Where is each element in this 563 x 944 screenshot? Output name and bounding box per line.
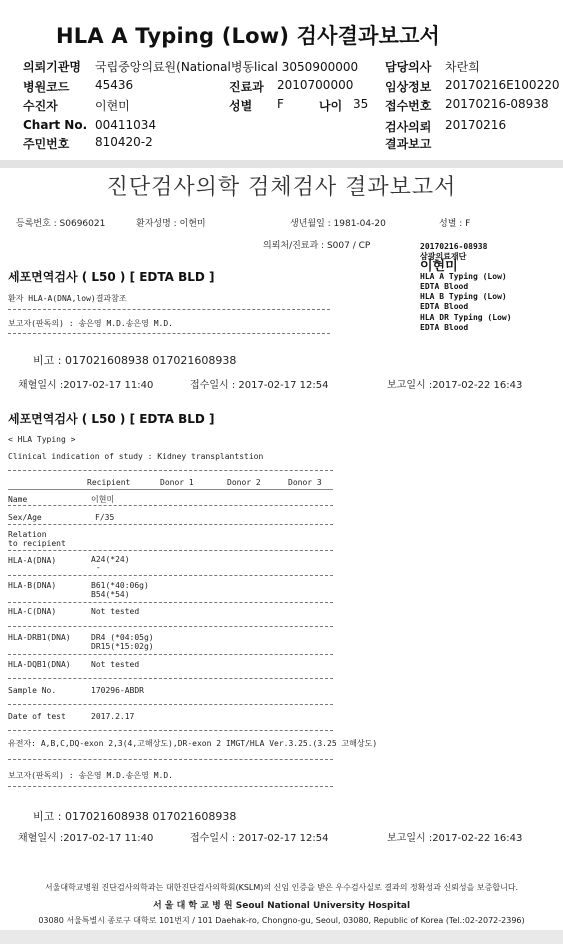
row-value: 170296-ABDR (91, 686, 144, 695)
section2-report-date: 보고일시 :2017-02-22 16:43 (387, 833, 523, 844)
section-divider (0, 160, 563, 168)
divider (8, 678, 333, 679)
header-value-receipt: 20170216-08938 (445, 97, 549, 111)
divider (8, 730, 333, 731)
clinical-indication: Clinical indication of study : Kidney transplantstion (8, 452, 264, 461)
divider (8, 489, 333, 490)
section1-note: 환자 HLA-A(DNA,low)결과참조 (8, 294, 127, 303)
row-value: A24(*24) - (91, 555, 130, 572)
divider (8, 786, 333, 787)
divider (8, 654, 333, 655)
row-label: HLA-B(DNA) (8, 581, 57, 590)
header-label-patient: 수진자 (23, 99, 58, 113)
row-label: Name (8, 495, 28, 504)
header-label-receipt: 접수번호 (385, 99, 432, 113)
header-label-dept: 진료과 (229, 80, 264, 94)
divider (8, 626, 333, 627)
header-value-institution: 국립중앙의료원(National병동lical 3050900000 (95, 60, 359, 74)
row-value: F/35 (95, 513, 115, 522)
section2-collect: 채혈일시 :2017-02-17 11:40 (18, 833, 154, 844)
section2-remark: 비고 : 017021608938 017021608938 (33, 810, 237, 823)
section1-remark: 비고 : 017021608938 017021608938 (33, 354, 237, 367)
referring-dept: 의뢰처/진료과 : S007 / CP (263, 241, 371, 251)
header-value-request: 20170216 (445, 118, 507, 132)
footer-certification: 서울대학교병원 진단검사의학과는 대한진단검사의학회(KSLM)의 신임 인증을 받은 우수검사실로 결과의 정확성과 신뢰성을 보증합니다. (44, 883, 519, 892)
row-value: 이현미 (91, 495, 115, 504)
row-value: Not tested (91, 660, 140, 669)
header-value-resident: 810420-2 (95, 135, 153, 149)
row-label: HLA-A(DNA) (8, 556, 57, 565)
bottom-bar (0, 930, 563, 944)
header-label-hospital-code: 병원코드 (23, 80, 70, 94)
footer-hospital-name: 서 울 대 학 교 병 원 Seoul National University Hospital (152, 901, 411, 911)
section2-receive: 접수일시 : 2017-02-17 12:54 (190, 833, 329, 844)
row-value: B61(*40:06g) B54(*54) (91, 581, 149, 599)
specimen-label-item: HLA A Typing (Low) (420, 272, 507, 281)
specimen-label-lab: 삼광의료재단 (420, 252, 467, 261)
divider (8, 575, 333, 576)
section1-reporter: 보고자(판독의) : 송은영 M.D.송은영 M.D. (8, 319, 173, 328)
col-header-recipient: Recipient (87, 478, 131, 487)
header-label-age: 나이 (319, 99, 343, 113)
header-value-age: 35 (353, 97, 369, 111)
row-value: 2017.2.17 (91, 712, 135, 721)
row-value: Not tested (91, 607, 140, 616)
row-label: Relation to recipient (8, 530, 66, 548)
report-title: 진단검사의학 검체검사 결과보고서 (106, 175, 457, 200)
row-label: Sample No. (8, 686, 57, 695)
divider (8, 704, 333, 705)
section2-subtitle: < HLA Typing > (8, 435, 76, 444)
row-label: HLA-DQB1(DNA) (8, 660, 71, 669)
specimen-label-item: EDTA Blood (420, 302, 469, 311)
divider (8, 602, 333, 603)
patient-name: 환자성명 : 이현미 (136, 219, 206, 229)
specimen-label-name: 이현미 (420, 259, 458, 274)
row-label: HLA-C(DNA) (8, 607, 57, 616)
row-label: Sex/Age (8, 513, 42, 522)
divider (8, 524, 333, 525)
header-value-chart: 00411034 (95, 118, 157, 132)
specimen-label-item: HLA B Typing (Low) (420, 292, 507, 301)
col-header-donor2: Donor 2 (227, 478, 261, 487)
specimen-label-item: EDTA Blood (420, 282, 469, 291)
specimen-label-item: HLA DR Typing (Low) (420, 313, 512, 322)
divider (8, 759, 333, 760)
header-label-result: 결과보고 (385, 137, 432, 151)
specimen-label-id: 20170216-08938 (420, 242, 488, 251)
section1-receive: 접수일시 : 2017-02-17 12:54 (190, 380, 329, 391)
header-label-chart: Chart No. (23, 118, 88, 132)
header-value-patient: 이현미 (95, 99, 130, 113)
col-header-donor3: Donor 3 (288, 478, 322, 487)
col-header-donor1: Donor 1 (160, 478, 194, 487)
header-value-dept: 2010700000 (277, 78, 354, 92)
header-value-doctor: 차란희 (445, 60, 480, 74)
reg-number: 등록번호 : S0696021 (16, 219, 106, 229)
row-label: Date of test (8, 712, 66, 721)
header-value-clinical: 20170216E100220 (445, 78, 560, 92)
header-label-resident: 주민번호 (23, 137, 70, 151)
header-title: HLA A Typing (Low) 검사결과보고서 (56, 24, 441, 48)
section2-reporter: 보고자(판독의) : 송은영 M.D.송은영 M.D. (8, 771, 173, 780)
header-label-clinical: 임상정보 (385, 80, 432, 94)
section1-report-date: 보고일시 :2017-02-22 16:43 (387, 380, 523, 391)
header-label-institution: 의뢰기관명 (23, 60, 81, 74)
section1-collect: 채혈일시 :2017-02-17 11:40 (18, 380, 154, 391)
divider (8, 550, 333, 551)
section2-title: 세포면역검사 ( L50 ) [ EDTA BLD ] (8, 412, 215, 426)
birth-date: 생년월일 : 1981-04-20 (290, 219, 386, 229)
header-value-sex: F (277, 97, 284, 111)
divider (8, 309, 330, 310)
section1-title: 세포면역검사 ( L50 ) [ EDTA BLD ] (8, 270, 215, 284)
sex-field: 성별 : F (439, 219, 471, 229)
header-label-request: 검사의뢰 (385, 120, 432, 134)
header-value-hospital-code: 45436 (95, 78, 134, 92)
header-label-doctor: 담당의사 (385, 60, 432, 74)
divider (8, 505, 333, 506)
divider (8, 470, 333, 471)
gene-note: 유전자: A,B,C,DQ-exon 2,3(4,고해상도),DR-exon 2 IMGT/HLA Ver.3.25.(3.25 고해상도) (8, 739, 378, 748)
row-value: DR4 (*04:05g) DR15(*15:02g) (91, 633, 154, 651)
specimen-label-item: EDTA Blood (420, 323, 469, 332)
row-label: HLA-DRB1(DNA) (8, 633, 71, 642)
header-label-sex: 성별 (229, 99, 253, 113)
specimen-label (420, 242, 512, 333)
divider (8, 333, 330, 334)
footer-address: 03080 서울특별시 종로구 대학로 101번지 / 101 Daehak-ro, Chongno-gu, Seoul, 03080, Republic of Korea (Tel.:02-2072-2396) (38, 916, 525, 925)
